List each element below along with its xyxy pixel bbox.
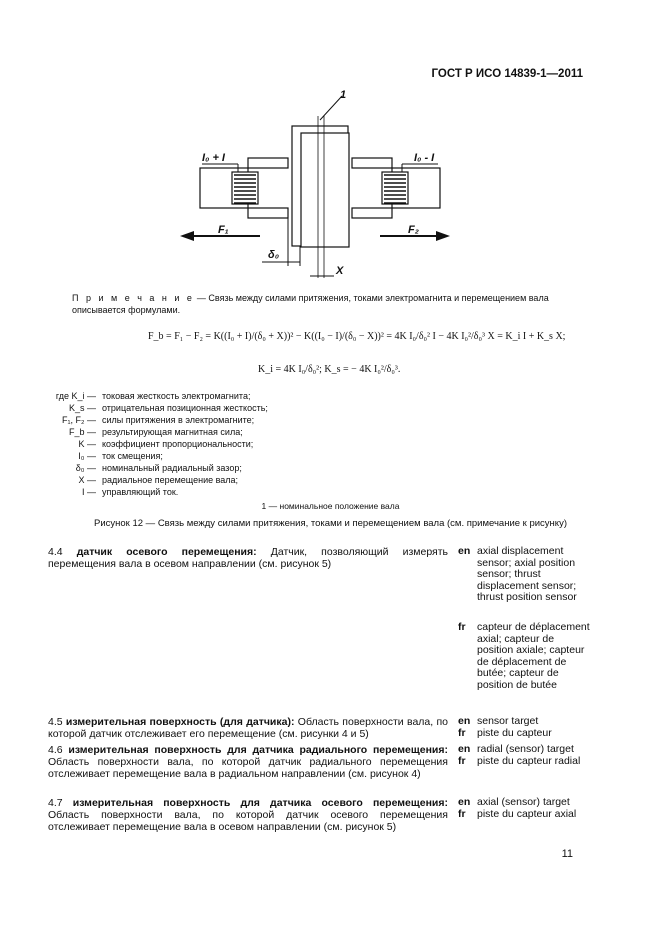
note-label: П р и м е ч а н и е <box>72 293 195 303</box>
symbol-legend <box>36 390 268 498</box>
x-label: X <box>336 265 344 277</box>
document-header: ГОСТ Р ИСО 14839-1—2011 <box>431 68 583 80</box>
term-4-4: 4.4 датчик осевого перемещения: Датчик, позволяющий измерять перемещения вала в осевом направлении (см. рисунок 5) <box>48 546 449 570</box>
legend-row: I₀ — ток смещения; <box>78 451 163 461</box>
term-4-4-fr: fr capteur de déplacement axial; capteur de position axiale; capteur de déplacement de butée; capteur de position de butée <box>458 621 590 691</box>
legend-row: F₁, F₂ — силы притяжения в электромагните; <box>61 415 255 425</box>
figure-key: 1 — номинальное положение вала <box>261 501 400 511</box>
formula-1: F_b = F₁ − F₂ = K((I₀ + I)/(δ₀ + X))² − K((I₀ − I)/(δ₀ − X))² = 4K I₀/δ₀² I − 4K I₀²/δ₀³ X = K_i I + K_s X; <box>148 331 566 342</box>
legend-row: K — коэффициент пропорциональности; <box>78 439 254 449</box>
term-4-6-fr: fr piste du capteur radial <box>458 755 581 767</box>
callout-1: 1 <box>340 89 347 101</box>
electromagnet-figure <box>170 88 470 288</box>
term-4-5-fr: fr piste du capteur <box>458 727 552 739</box>
f2-label: F₂ <box>408 224 419 236</box>
figure-note <box>72 292 582 316</box>
page-number: 11 <box>561 848 573 860</box>
legend-row: X — радиальное перемещение вала; <box>78 475 239 485</box>
formula-2: K_i = 4K I₀/δ₀²; K_s = − 4K I₀²/δ₀³. <box>258 364 401 375</box>
f1-label: F₁ <box>218 224 229 236</box>
term-4-5-en: en sensor target <box>458 715 539 727</box>
figure-caption: Рисунок 12 — Связь между силами притяжения, токами и перемещением вала (см. примечание к рисунку) <box>94 518 567 529</box>
legend-row: F_b — результирующая магнитная сила; <box>68 427 243 437</box>
delta-label: δ₀ <box>268 249 280 261</box>
legend-row: δ₀ — номинальный радиальный зазор; <box>75 463 242 473</box>
note-text: — Связь между силами притяжения, токами электромагнита и перемещением вала описывается формулами. <box>72 293 549 315</box>
legend-row: где K_i — токовая жесткость электромагнита; <box>55 391 251 401</box>
term-4-7-en: en axial (sensor) target <box>458 796 570 808</box>
term-4-7: 4.7 измерительная поверхность для датчика осевого перемещения: Область поверхности вала, по которой датчик осевого перемещения отслеживает перемещение вала в осевом направлении (см. рисунок 5) <box>48 797 448 833</box>
term-4-6: 4.6 измерительная поверхность для датчика радиального перемещения: Область поверхности вала, по которой датчик радиального перемещения отслеживает перемещение вала в радиальном направлении (см. рисунок 4) <box>48 744 448 780</box>
term-4-5: 4.5 измерительная поверхность (для датчика): Область поверхности вала, по которой датчик отслеживает его перемещение (см. рисунки 4 и 5) <box>48 716 448 740</box>
term-4-6-en: en radial (sensor) target <box>458 743 574 755</box>
right-current-label: I₀ - I <box>414 152 435 164</box>
term-4-7-fr: fr piste du capteur axial <box>458 808 577 820</box>
left-current-label: I₀ + I <box>202 152 225 164</box>
term-4-4-en: en axial displacement sensor; axial position sensor; thrust displacement sensor; thrust position sensor <box>458 545 577 604</box>
legend-row: K_s — отрицательная позиционная жесткость; <box>68 403 268 413</box>
legend-row: I — управляющий ток. <box>81 487 179 497</box>
